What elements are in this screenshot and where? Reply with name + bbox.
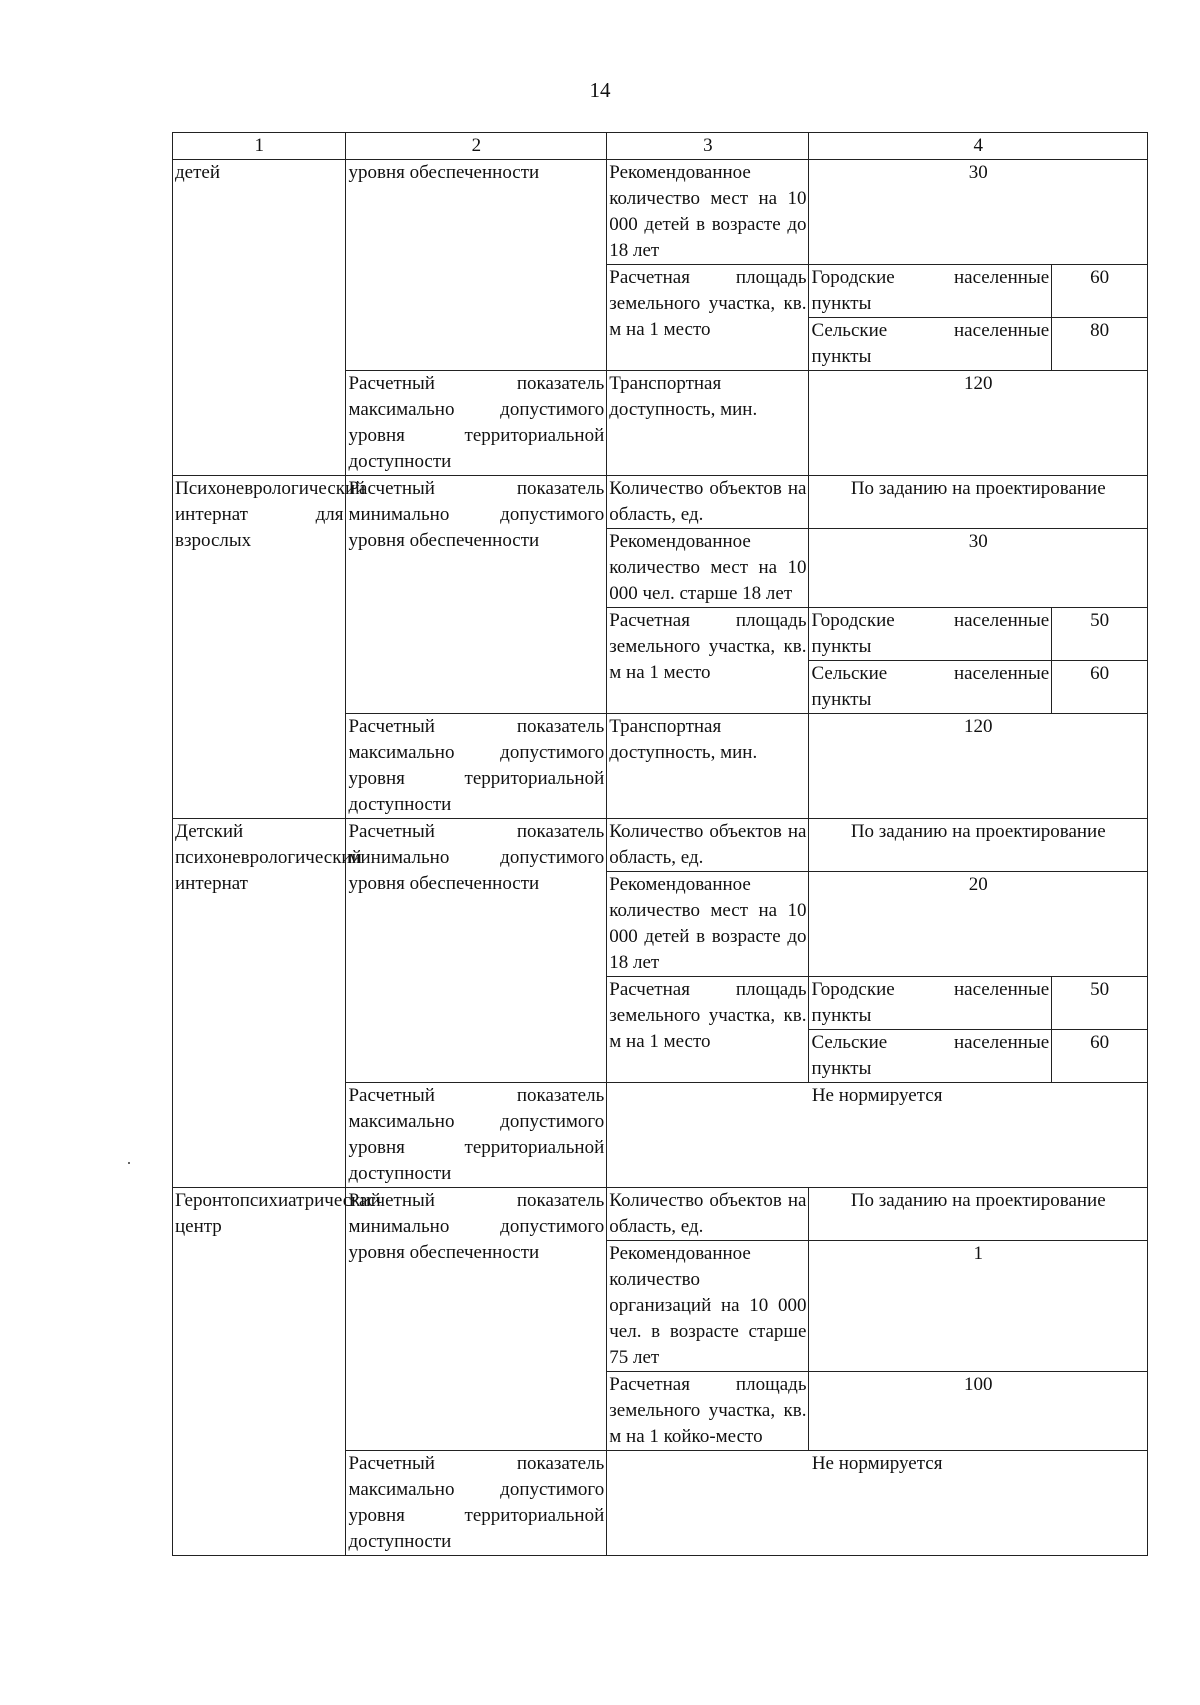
table-row <box>173 1188 1148 1241</box>
parameter-cell: Транспортная доступность, мин. <box>607 371 809 476</box>
value-cell: 120 <box>809 371 1148 476</box>
indicator-cell: Расчетный показатель минимально допустимого уровня обеспеченности <box>346 819 607 1083</box>
value-cell: 30 <box>809 160 1148 265</box>
indicator-cell: Расчетный показатель максимально допустимого уровня территориальной доступности <box>346 371 607 476</box>
value-cell: По заданию на проектирование <box>809 819 1148 872</box>
value-cell: 60 <box>1052 661 1148 714</box>
value-cell: Не нормируется <box>607 1451 1148 1556</box>
value-cell: 100 <box>809 1372 1148 1451</box>
norms-table <box>172 132 1148 1556</box>
facility-cell: Геронтопсихиатрический центр <box>173 1188 346 1556</box>
indicator-cell: Расчетный показатель максимально допустимого уровня территориальной доступности <box>346 714 607 819</box>
parameter-cell: Рекомендованное количество мест на 10 000 детей в возрасте до 18 лет <box>607 160 809 265</box>
facility-cell: детей <box>173 160 346 476</box>
value-cell: 80 <box>1052 318 1148 371</box>
settlement-cell: Сельские населенные пункты <box>809 1030 1052 1083</box>
value-cell: 120 <box>809 714 1148 819</box>
value-cell: 60 <box>1052 1030 1148 1083</box>
table-row <box>173 819 1148 872</box>
parameter-cell: Количество объектов на область, ед. <box>607 819 809 872</box>
parameter-cell: Рекомендованное количество организаций на 10 000 чел. в возрасте старше 75 лет <box>607 1241 809 1372</box>
facility-cell: Психоневрологический интернат для взрослых <box>173 476 346 819</box>
parameter-cell: Количество объектов на область, ед. <box>607 476 809 529</box>
facility-cell: Детский психоневрологический интернат <box>173 819 346 1188</box>
value-cell: По заданию на проектирование <box>809 1188 1148 1241</box>
indicator-cell: Расчетный показатель максимально допустимого уровня территориальной доступности <box>346 1083 607 1188</box>
table-row <box>173 476 1148 529</box>
value-cell: 30 <box>809 529 1148 608</box>
scan-speck <box>128 1162 130 1164</box>
column-header: 1 <box>173 133 346 160</box>
column-header: 2 <box>346 133 607 160</box>
parameter-cell: Рекомендованное количество мест на 10 000 детей в возрасте до 18 лет <box>607 872 809 977</box>
settlement-cell: Сельские населенные пункты <box>809 318 1052 371</box>
column-header: 4 <box>809 133 1148 160</box>
value-cell: 20 <box>809 872 1148 977</box>
parameter-cell: Расчетная площадь земельного участка, кв. м на 1 место <box>607 608 809 714</box>
table-row <box>173 160 1148 265</box>
settlement-cell: Городские населенные пункты <box>809 608 1052 661</box>
parameter-cell: Рекомендованное количество мест на 10 000 чел. старше 18 лет <box>607 529 809 608</box>
indicator-cell: Расчетный показатель минимально допустимого уровня обеспеченности <box>346 476 607 714</box>
value-cell: 60 <box>1052 265 1148 318</box>
indicator-cell: Расчетный показатель минимально допустимого уровня обеспеченности <box>346 1188 607 1451</box>
value-cell: По заданию на проектирование <box>809 476 1148 529</box>
settlement-cell: Сельские населенные пункты <box>809 661 1052 714</box>
indicator-cell: уровня обеспеченности <box>346 160 607 371</box>
indicator-cell: Расчетный показатель максимально допустимого уровня территориальной доступности <box>346 1451 607 1556</box>
value-cell: 50 <box>1052 977 1148 1030</box>
settlement-cell: Городские населенные пункты <box>809 977 1052 1030</box>
settlement-cell: Городские населенные пункты <box>809 265 1052 318</box>
value-cell: 1 <box>809 1241 1148 1372</box>
parameter-cell: Количество объектов на область, ед. <box>607 1188 809 1241</box>
parameter-cell: Расчетная площадь земельного участка, кв. м на 1 место <box>607 265 809 371</box>
parameter-cell: Расчетная площадь земельного участка, кв. м на 1 место <box>607 977 809 1083</box>
column-header: 3 <box>607 133 809 160</box>
table-header-row <box>173 133 1148 160</box>
page-number: 14 <box>589 78 611 102</box>
value-cell: Не нормируется <box>607 1083 1148 1188</box>
parameter-cell: Расчетная площадь земельного участка, кв. м на 1 койко-место <box>607 1372 809 1451</box>
parameter-cell: Транспортная доступность, мин. <box>607 714 809 819</box>
value-cell: 50 <box>1052 608 1148 661</box>
